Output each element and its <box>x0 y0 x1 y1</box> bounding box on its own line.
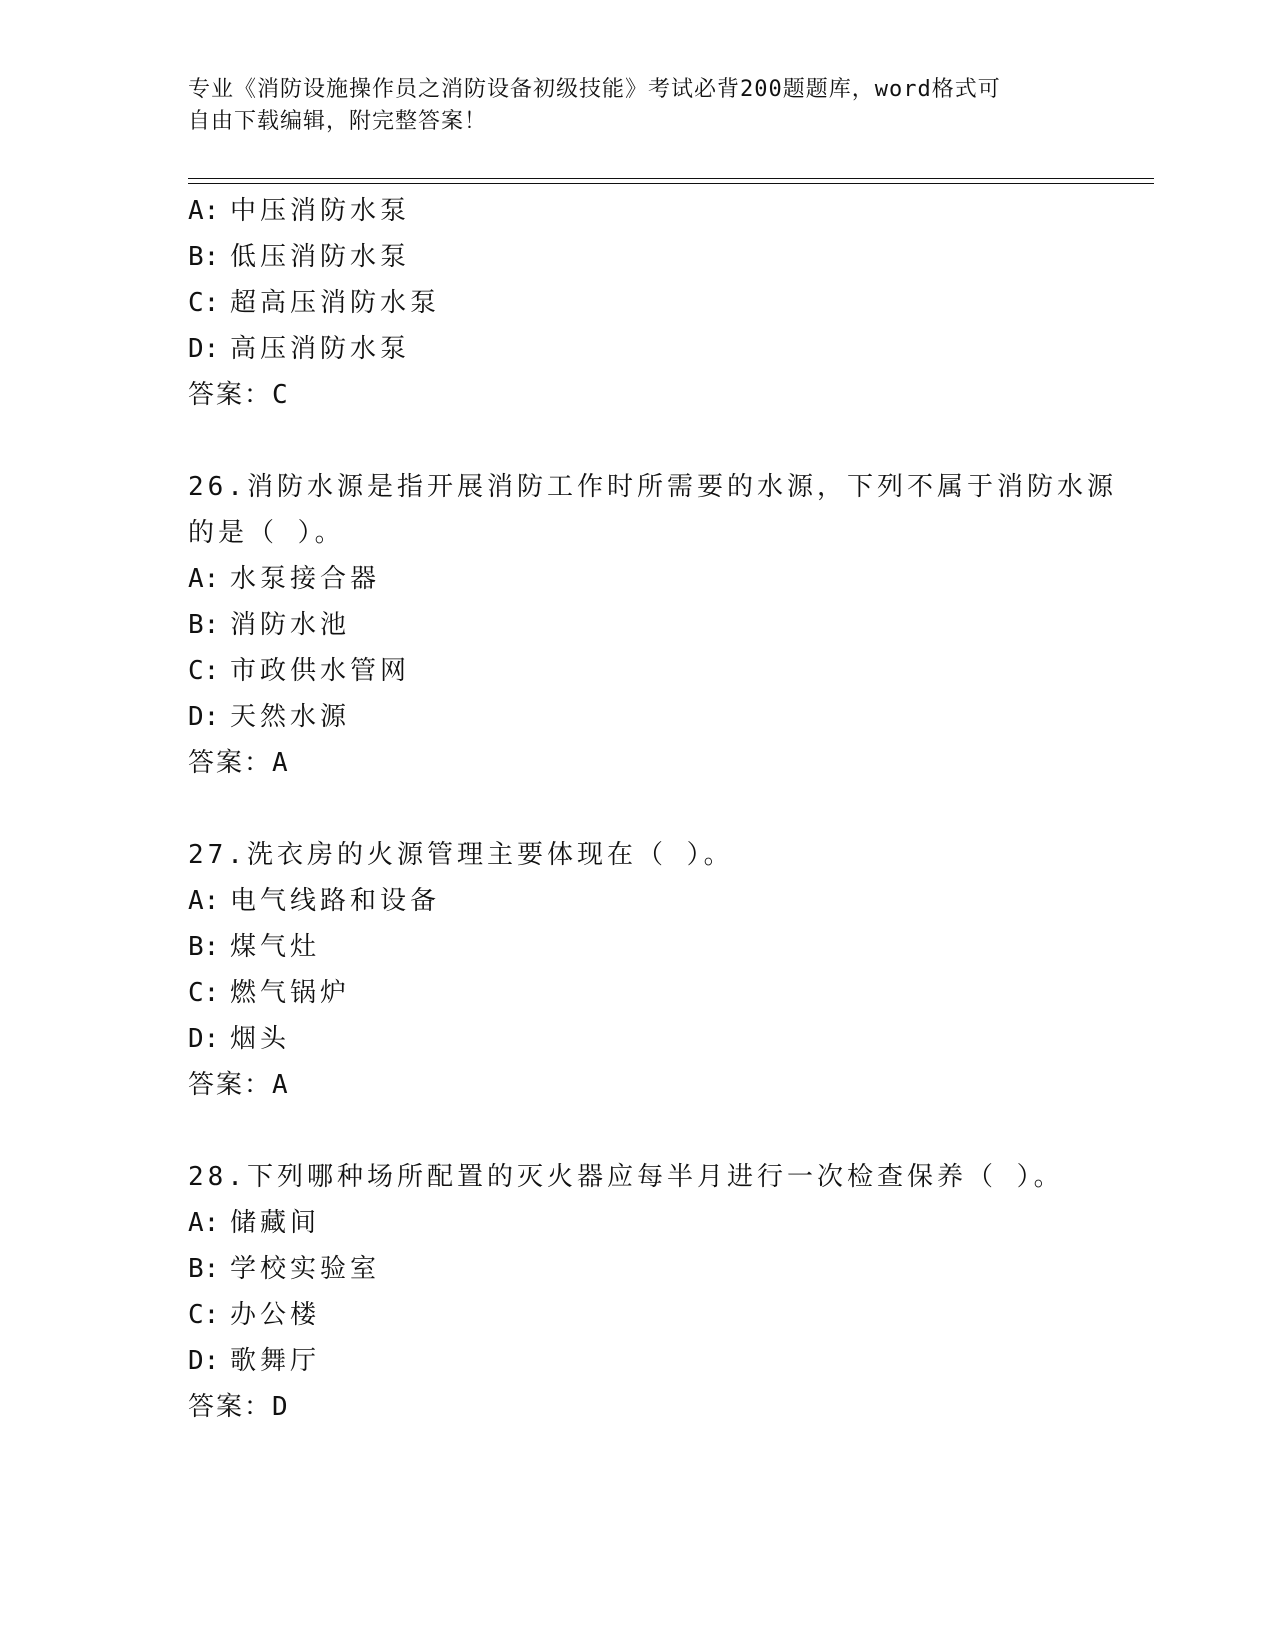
answer-value: C <box>272 380 288 410</box>
answer-label: 答案： <box>188 748 273 778</box>
question-text-line: 27.洗衣房的火源管理主要体现在（ ）。 <box>188 840 734 870</box>
option-letter: D: <box>188 702 220 732</box>
header-divider-bottom <box>188 183 1154 184</box>
option-letter: D: <box>188 1346 220 1376</box>
answer-label: 答案： <box>188 1392 273 1422</box>
question-block-26 <box>188 464 1117 786</box>
question-block-25 <box>188 188 1088 418</box>
question-block-28 <box>188 1154 1088 1430</box>
spacer <box>188 418 1088 464</box>
option-letter: B: <box>188 610 220 640</box>
option-letter: C: <box>188 288 220 318</box>
spacer <box>188 786 1088 832</box>
answer-line <box>188 1384 1088 1430</box>
answer-value: A <box>272 1070 288 1100</box>
option-text: 天然水源 <box>230 702 351 732</box>
option-text: 煤气灶 <box>230 932 321 962</box>
answer-line <box>188 1062 1088 1108</box>
option-letter: C: <box>188 978 220 1008</box>
answer-value: A <box>272 748 288 778</box>
option-line <box>188 280 1088 326</box>
question-content <box>188 188 1117 1430</box>
option-letter: A: <box>188 886 220 916</box>
option-line <box>188 1016 1088 1062</box>
option-text: 学校实验室 <box>230 1254 381 1284</box>
question-text-line: 26.消防水源是指开展消防工作时所需要的水源，下列不属于消防水源 <box>188 472 1117 502</box>
option-line <box>188 234 1088 280</box>
option-line <box>188 694 1088 740</box>
question-text-line: 的是（ ）。 <box>188 518 345 548</box>
option-letter: A: <box>188 1208 220 1238</box>
header-line-2: 自由下载编辑，附完整答案！ <box>188 109 488 134</box>
option-text: 歌舞厅 <box>230 1346 321 1376</box>
option-text: 消防水池 <box>230 610 351 640</box>
option-text: 办公楼 <box>230 1300 321 1330</box>
option-text: 高压消防水泵 <box>230 334 411 364</box>
option-text: 烟头 <box>230 1024 291 1054</box>
header-divider-top <box>188 178 1154 179</box>
option-line <box>188 1338 1088 1384</box>
option-line <box>188 970 1088 1016</box>
option-letter: A: <box>188 196 220 226</box>
answer-label: 答案： <box>188 1070 273 1100</box>
option-line <box>188 924 1088 970</box>
option-letter: B: <box>188 1254 220 1284</box>
option-letter: B: <box>188 242 220 272</box>
option-line <box>188 1292 1088 1338</box>
option-line <box>188 1246 1088 1292</box>
option-letter: C: <box>188 1300 220 1330</box>
answer-line <box>188 740 1088 786</box>
answer-value: D <box>272 1392 288 1422</box>
option-line <box>188 878 1088 924</box>
document-header <box>188 74 1088 138</box>
option-letter: B: <box>188 932 220 962</box>
option-line <box>188 1200 1088 1246</box>
option-letter: D: <box>188 334 220 364</box>
option-line <box>188 326 1088 372</box>
option-text: 燃气锅炉 <box>230 978 351 1008</box>
option-line <box>188 188 1088 234</box>
option-text: 电气线路和设备 <box>230 886 441 916</box>
option-text: 超高压消防水泵 <box>230 288 441 318</box>
answer-label: 答案： <box>188 380 273 410</box>
question-block-27 <box>188 832 1088 1108</box>
header-line-1: 专业《消防设施操作员之消防设备初级技能》考试必背200题题库，word格式可 <box>188 77 1001 102</box>
option-letter: D: <box>188 1024 220 1054</box>
option-line <box>188 648 1088 694</box>
option-line <box>188 602 1088 648</box>
option-text: 市政供水管网 <box>230 656 411 686</box>
answer-line <box>188 372 1088 418</box>
option-text: 中压消防水泵 <box>230 196 411 226</box>
question-text-line: 28.下列哪种场所配置的灭火器应每半月进行一次检查保养（ ）。 <box>188 1162 1064 1192</box>
option-letter: A: <box>188 564 220 594</box>
spacer <box>188 1108 1088 1154</box>
option-text: 水泵接合器 <box>230 564 381 594</box>
option-text: 低压消防水泵 <box>230 242 411 272</box>
option-letter: C: <box>188 656 220 686</box>
option-text: 储藏间 <box>230 1208 321 1238</box>
option-line <box>188 556 1088 602</box>
